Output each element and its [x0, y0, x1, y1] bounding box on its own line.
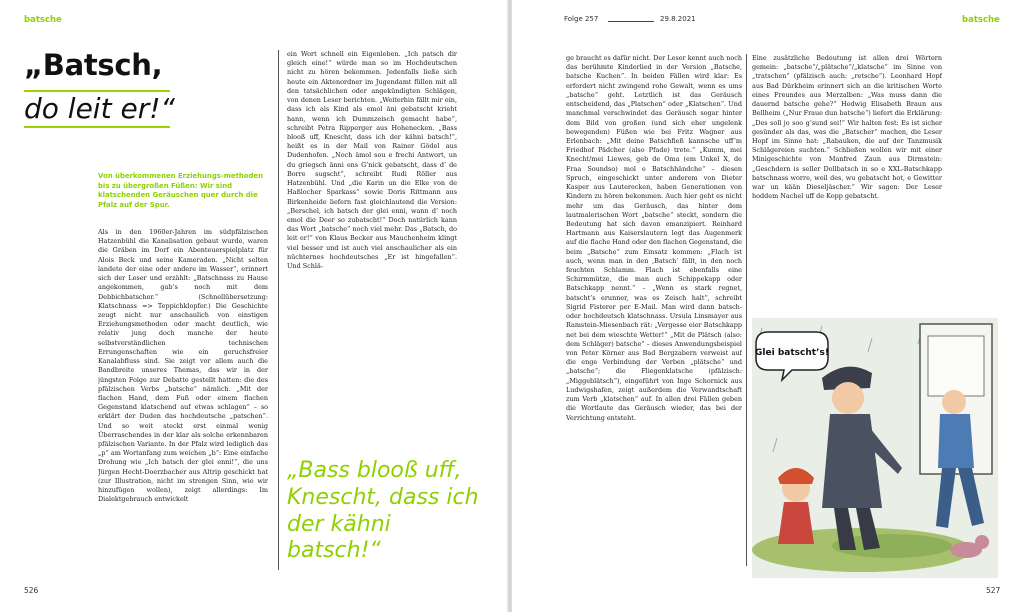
column-divider-right: [746, 54, 747, 566]
issue-label: Folge 257: [564, 15, 599, 23]
cartoon-drawing: [752, 318, 998, 578]
column-1-text: Als in den 1960er-Jahren im südpfälzischen Hatzenbühl die Kanalisation gebaut wurde, waren die Gräben im Dorf ein Abenteuerspielplatz für Alois Beck und seine Kameraden. „Nicht selten landete der eine oder andere im Wasser“, erinnert sich der Leser und erzählt: „Batschnass zu Hause angekommen, gab’s noch mit dem Debbichbatscher.“ (Schnellübersetzung: Klatschnass => Teppichklopfer.) Die Geschichte zeugt nicht nur anschaulich von einstigen Erziehungsmethoden oder macht deutlich, wie relativ jung doch manche der heute selbstverständlichen technischen Errungenschaften wie ein geruchsfreier Kanalabfluss sind. Sie zeigt vor allem auch die Bandbreite unseres Themas, das wir in der jüngsten Folge zur Debatte gestellt hatten: die des pfälzischen Verbs „batsche“ nämlich. „Mit der flachen Hand, dem Fuß oder einem flachen Gegenstand klatschend auf etwas schlagen“ – so erklärt der Duden das hochdeutsche „patschen“. Und so weit steckt erst einmal wenig Überraschendes in der klar als solche erkennbaren pfälzischen Variante. In der Pfalz wird lediglich das „p“ am Wortanfang zum weichen „b“: Eine einfache Drohung wie „Ich batsch der glei enni!“, die uns Jürgen Hecht-Doerzbacher aus Altrip geschickt hat (zur Illustration, nicht im strengen Sinn, wie wir hinzufügen wollen), zeigt allerdings: Im Dialektgebrauch entwickelt: [98, 228, 268, 504]
left-page: [0, 0, 508, 612]
column-4-text: Eine zusätzliche Bedeutung ist allen drei Wörtern gemein: „batsche“/„plätsche“/„klatsche“ im Sinne von „tratschen“ (pfälzisch auch: „retsche“). Leonhard Hopf aus Bad Dürkheim erinnert sich an die kritischen Worte eines Freundes aus Merzalben: „Was muss dann die dauernd batsche gehe?“ Hedwig Elisabeth Braun aus Bellheim („Nur Fraue dun batsche“) liefert die Erklärung: „Des soll jo soo g’sund sei!“ Wir halten fest: Es ist sicher gesünder als das, was die „Batscher“ machen, die Leser Hopf im Sinne hat: „Rabauken, die auf der Tanzmusik Schlägereien suchten.“ Schließen wollen wir mit einer Minigeschichte von Manfred Zaun aus Dirmstein: „Geschdern is seller Dollbatsch in so e XXL-Batschkapp batschnass worre, weil des, wu gebatscht hot, e Gewitter war un kään Dieseljäscher.“ Wir sagen: Der Leser hoddem Nachel uff de Kopp gebatscht.: [752, 54, 942, 201]
headline-line2: do leit er!“: [24, 92, 175, 125]
headline-line1: „Batsch,: [24, 48, 163, 82]
cartoon-illustration: [752, 318, 998, 578]
pull-quote: „Bass blooß uff, Knescht, dass ich der kähni batsch!“: [287, 458, 479, 564]
article-column-2: [287, 50, 457, 350]
column-2-text: ein Wort schnell ein Eigenleben. „Ich patsch dir gleich eine!“ würde man so im Hochdeutschen nicht zu hören bekommen. Jedenfalls ließe sich heute ein Aktenordner im Jugendamt füllen mit all den tatsächlichen oder angekündigten Schlägen, von denen Leser berichten. „Weiterhin fällt mir ein, dass ich als Kind als emol äni gebatscht krieht hann, wenn ich Dummzeisch gemacht habe“, schreibt Petra Ripperger aus Hohenecken. „Bass blooß uff, Knescht, dass ich der kähni batsch!“, heißt es in der Mail von Rainer Gödel aus Dudenhofen. „Noch ämol sou e frechi Antwort, un du griegsch änni ens G’nick gebatscht, dass d’ de Borre sugscht“, schreibt Rudi Röller aus Hatzenbühl. Und „die Karin un die Elke von de Haßlocher Sparkass“ sowie Doris Rittmann aus Birkenheide liefern fast gleichlautend die Version: „Berschel, ich batsch der glei enni, wann d’ noch emol die Deer so zubatscht!“ Doch natürlich kann das Wort „batsche“ noch viel mehr. Das „Batsch, do leit er!“ von Klaus Becker aus Mauchenheim klingt viel besser und ist auch viel anschaulicher als ein nüchternes hochdeutsches „Er ist hingefallen“. Und Schlä-: [287, 50, 457, 271]
article-column-1: [98, 228, 268, 578]
section-tag-left: batsche: [24, 15, 62, 25]
page-number-right: 527: [986, 586, 1001, 595]
page-number-left: 526: [24, 586, 39, 595]
speech-text: Glei batscht’s!: [755, 348, 829, 358]
article-column-3: [566, 54, 742, 574]
column-divider: [278, 50, 279, 570]
article-column-4: [752, 54, 942, 294]
headline-underline-2: [24, 126, 170, 128]
header-rule: [608, 21, 654, 22]
column-3-text: ge braucht es dafür nicht. Der Leser kennt auch noch das berühmte Kinderlied in der Version „Batsche, batsche Kuchen“. In beiden Fällen wird klar: Es erfordert nicht zwingend rohe Gewalt, wenn es ums „batsche“ geht. Letztlich ist das Geräusch entscheidend, das „Platschen“ oder „Klatschen“. Und manchmal verschwindet das Geräusch sogar hinter dem Bild von großen (und sich eher ungelenk bewegenden) Füßen wie bei Fritz Wagner aus Erlenbach: „Mit deine Batschfieß kannsche uff’m Friedhof Pädcher (also Pfade) trete.“ „Kumm, mei Knecht/mei Liewes, geb de Oma (em Unkel X, de Fraa Soundso) mol e Batschhändche“ – diesen Spruch, eingeschickt unter anderem von Dieter Kasper aus Lauterecken, haben Generationen von Kindern zu hören bekommen. Auch hier geht es nicht mehr um das Geräusch, das hinter dem lautmalerischen Wort „batsche“ steckt, sondern die Bedeutung hat sich davon emanzipiert. Reinhard Hartmann aus Kaiserslautern legt das Augenmerk auf die flache Hand oder den flachen Gegenstand, die beim „Batsche“ zum Einsatz kommen: „Flach ist auch, wenn man in den ‚Batsch‘ fällt, in den noch feuchten Schlamm. Flach ist ebenfalls eine Schirmmütze, die man auch Schippekapp oder Batschkapp nennt.“ – „Wenn es stark regnet, batscht’s erunner, was es Zeisch halt“, schreibt Sigrid Fisterer per E-Mail. Man wird dann batsch- oder hochdeutsch klatschnass. Ursula Linsmayer aus Ramstein-Miesenbach rät: „Vergesse eier Batschkapp net bei dem wieschte Wetter!“ „Mit de Plätsch (also: dem Schläger) batsche“ – dieses Anwendungsbeispiel von Peter Körner aus Bad Bergzabern verweist auf die enge Verbindung der Verben „plätsche“ und „batsche“; die Fliegenklatsche (pfälzisch: „Miggeblätsch“), eingeführt von Inge Schornick aus Ludwigshafen, zeigt außerdem die Verwandtschaft zum Verb „klatschen“ auf. In allen drei Fällen geben die Wortlaute das Geräusch wieder, das bei der Verrichtung entsteht.: [566, 54, 742, 422]
lead-paragraph: Von überkommenen Erziehungs-methoden bis zu übergroßen Füßen: Wir sind klatschenden Geräuschen quer durch die Pfalz auf der Spur.: [98, 172, 264, 209]
section-tag-right: batsche: [962, 15, 1000, 25]
issue-date: 29.8.2021: [660, 15, 696, 23]
